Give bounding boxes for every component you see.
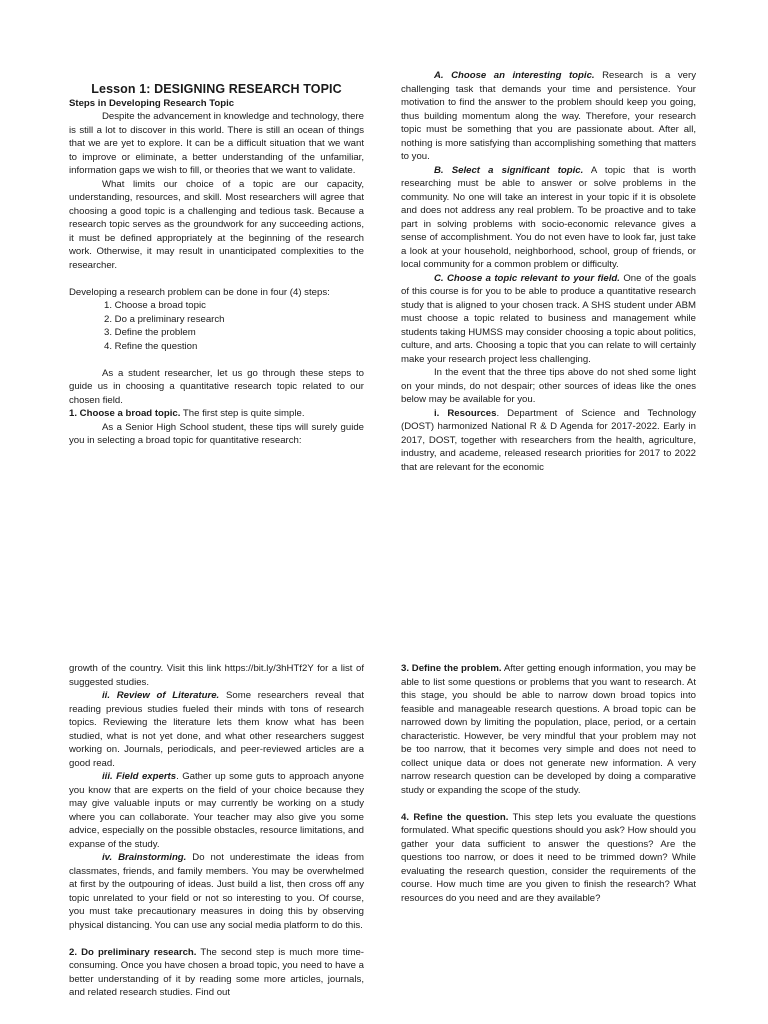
- student-researcher-paragraph: As a student researcher, let us go through these steps to guide us in choosing a quantitative research topic related to our chosen field.: [69, 367, 364, 406]
- top-left-column: [69, 83, 364, 448]
- step4-paragraph: [401, 811, 696, 906]
- step1-heading: 1. Choose a broad topic.: [69, 408, 181, 419]
- review-literature-text: Some researchers reveal that reading previous studies fueled their minds with tons of research topics. Reviewing the literature lets them know what has been studied, what is not yet done, and what other researchers suggest working on. Journals, periodicals, and peer-reviewed articles are a good read.: [69, 690, 365, 769]
- bottom-left-column: [69, 662, 364, 1000]
- step-item: 2. Do a preliminary research: [104, 313, 225, 325]
- step-item: 3. Define the problem: [104, 327, 196, 338]
- top-right-column: [401, 69, 696, 474]
- tip-b-text: A topic that is worth researching must be able to answer or solve problems in the community. No one will take an interest in your topic if it is obsolete and does not address any real problem. To be proactive and to take part in solving problems with socio-economic relevance gives a sense of accomplishment. You do not even have to look far, just take a look at your household, neighborhood, school, group of friends, or local community for a common problem or difficulty.: [401, 164, 696, 270]
- other-sources-paragraph: In the event that the three tips above do not shed some light on your minds, do not despair; other sources of ideas like the ones below may be available for you.: [401, 367, 696, 405]
- step2-paragraph: [69, 946, 364, 1000]
- step1-paragraph: [69, 407, 364, 421]
- step4-text: This step lets you evaluate the questions formulated. What specific questions should you ask? How should you gather your data sufficient to answer the questions? Are the questions too narrow, or does it need to be trimmed down? While evaluating the research question, consider the requirements of the course. How much time are you given to finish the research? What resources do you need and are they available?: [401, 811, 696, 904]
- step4-heading: 4. Refine the question.: [401, 811, 509, 823]
- resources-heading: i. Resources: [434, 407, 497, 419]
- shs-tips-paragraph: As a Senior High School student, these tips will surely guide you in selecting a broad topic for quantitative research:: [69, 421, 364, 446]
- step3-heading: 3. Define the problem.: [401, 663, 502, 674]
- step2-text: The second step is much more time-consuming. Once you have chosen a broad topic, you need to have a better understanding of it by reading some more articles, journals, and related research studies. Find out: [69, 946, 364, 998]
- intro-paragraph: Despite the advancement in knowledge and technology, there is still a lot to discover in this world. There is still an ocean of things that we are yet to explore. It can be a difficult situation that we want to improve or eliminate, a better understanding of the unfamiliar, information gaps we wish to fill, or theories that we want to validate.: [69, 111, 364, 176]
- step-item: 4. Refine the question: [104, 340, 198, 352]
- step-item: 1. Choose a broad topic: [104, 300, 206, 311]
- resources-text: . Department of Science and Technology (DOST) harmonized National R & D Agenda for 2017-2022. Early in 2017, DOST, together with researchers from the health, agriculture, industry, and academe, released research priorities for 2017 to 2022 that are relevant for the economic: [401, 407, 696, 473]
- tip-b-paragraph: [401, 164, 696, 272]
- tip-a-heading: A. Choose an interesting topic.: [434, 70, 595, 81]
- step3-paragraph: [401, 662, 696, 797]
- tip-c-paragraph: [401, 272, 696, 367]
- brainstorming-text: Do not underestimate the ideas from classmates, friends, and family members. You may be overwhelmed at first by the outpouring of ideas. Just build a list, then cross off any topic unrelated to your field or not so interesting to you. Of course, you must take precautionary measures in doing this by observing physical distancing. You can use any social media platform to do this.: [69, 852, 364, 931]
- tip-c-text: One of the goals of this course is for you to be able to produce a quantitative research study that is aligned to your chosen track. A SHS student under ABM must choose a topic related to business and management while students taking HUMSS may consider choosing a topic about politics, culture, and arts. Choosing a topic that you can relate to will certainly make your research project less challenging.: [401, 272, 696, 365]
- growth-paragraph: growth of the country. Visit this link https://bit.ly/3hHTf2Y for a list of suggested studies.: [69, 663, 364, 688]
- brainstorming-paragraph: [69, 851, 364, 932]
- step1-text: The first step is quite simple.: [180, 408, 305, 419]
- review-literature-paragraph: [69, 689, 364, 770]
- steps-intro: Developing a research problem can be done in four (4) steps:: [69, 286, 330, 298]
- resources-paragraph: [401, 407, 696, 475]
- section-subheading: Steps in Developing Research Topic: [69, 97, 235, 109]
- field-experts-heading: iii. Field experts: [102, 771, 177, 782]
- limits-paragraph: What limits our choice of a topic are our capacity, understanding, resources, and skill. Most researchers will agree that choosing a good topic is a challenging and tedious task. Because a research topic serves as the groundwork for any succeeding actions, it must be defined appropriately at the beginning of the research work. Otherwise, it may result in unanticipated complexities to the researcher.: [69, 178, 364, 271]
- review-literature-heading: ii. Review of Literature.: [102, 690, 220, 701]
- tip-c-heading: C. Choose a topic relevant to your field.: [434, 272, 620, 284]
- tip-a-paragraph: [401, 69, 696, 164]
- steps-list: [69, 299, 364, 353]
- field-experts-text: . Gather up some guts to approach anyone you know that are experts on the field of your choice because they may give valuable inputs or may currently be working on a study where you can collaborate. Your teacher may also give you some advice, especially on the possible obstacles, resource limitations, and expanse of the study.: [69, 771, 364, 850]
- step2-heading: 2. Do preliminary research.: [69, 946, 197, 958]
- step3-text: After getting enough information, you may be able to list some questions or problems that you want to research. At this stage, you should be able to narrow down broad topics into feasible and manageable research questions. A broad topic can be narrowed down by limiting the population, place, period, or a certain characteristic. However, be very mindful that your problem may not be too narrow, that it becomes very simple and does not need to collect unique data or does not generate new information. A very narrow research question can be developed by doing a comparative study or expanding the scope of the study.: [401, 663, 696, 796]
- bottom-right-column: [401, 662, 696, 905]
- tip-b-heading: B. Select a significant topic.: [434, 164, 584, 176]
- lesson-title: Lesson 1: DESIGNING RESEARCH TOPIC: [91, 82, 342, 96]
- field-experts-paragraph: [69, 770, 364, 851]
- tip-a-text: Research is a very challenging task that demands your time and persistence. Your motivation to find the answer to the problem should keep you going, thus building momentum along the way. Therefore, your research topic must be something that you are passionate about. After all, nothing is more satisfying than accomplishing something that matters to you.: [401, 70, 696, 162]
- brainstorming-heading: iv. Brainstorming.: [102, 852, 187, 863]
